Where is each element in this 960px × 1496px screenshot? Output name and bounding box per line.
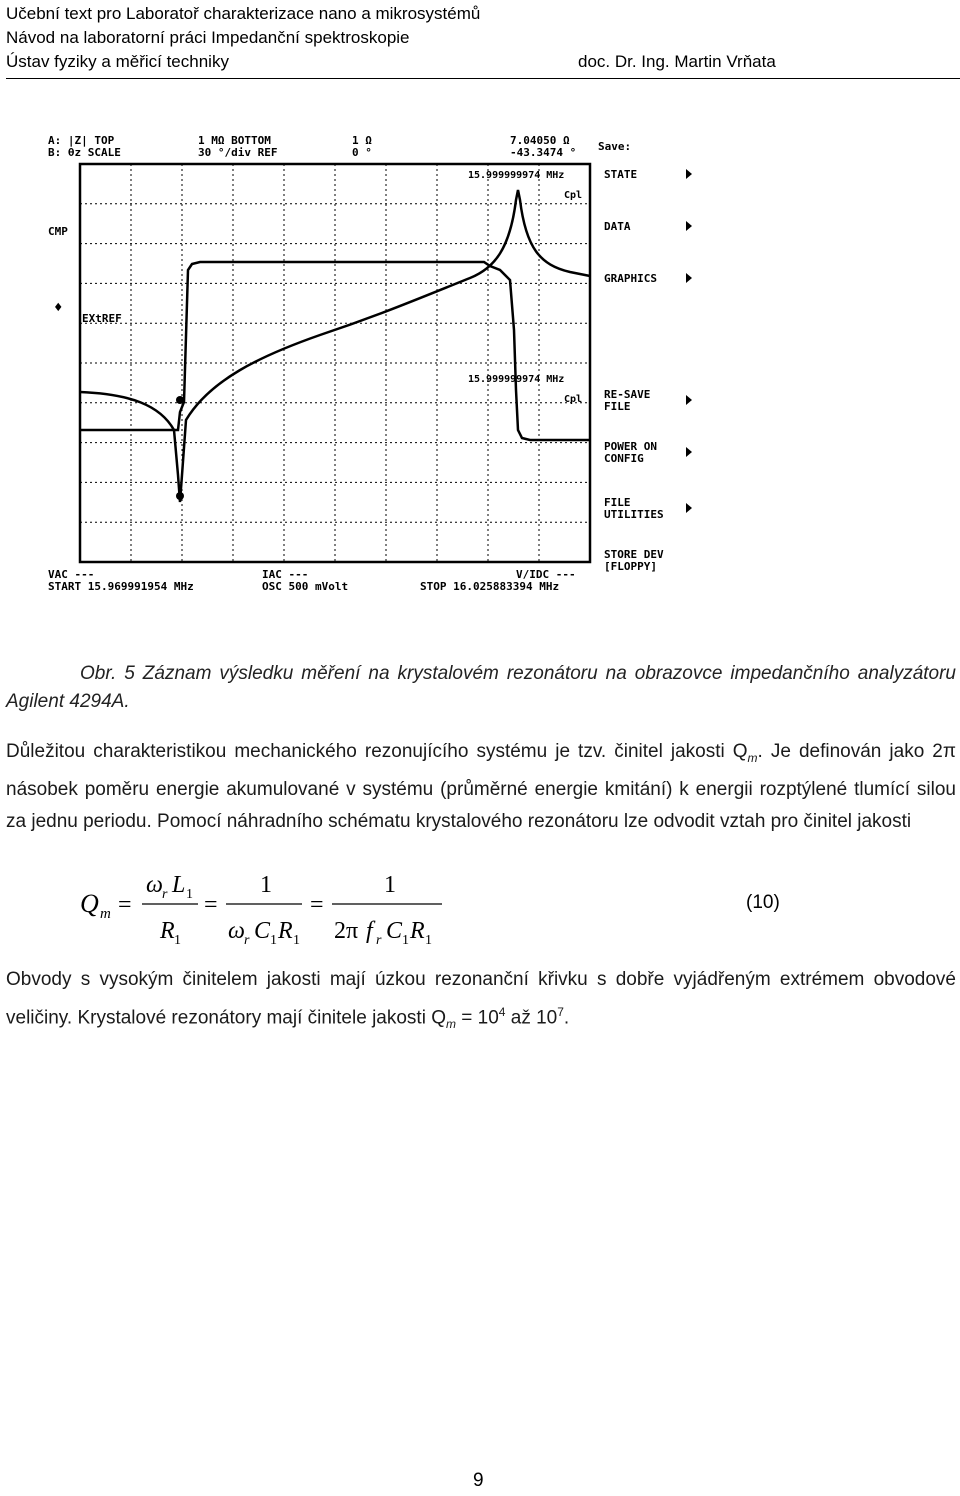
scope-grid xyxy=(80,164,590,562)
softkey-label: RE-SAVE xyxy=(604,388,651,401)
softkey-arrow-icon xyxy=(686,221,692,231)
paragraph-quality-factor: Důležitou charakteristikou mechanického rezonujícího systému je tzv. činitel jakosti $Q_m$. Je definován jako 2π násobek poměru energie akumulované v systému (průměrné energie kmitání) k energii rozptýlené tlumící silou za jednu periodu. Pomocí náhradního schématu krystalového rezonátoru lze odvodit vztah pro činitel jakosti xyxy=(6,741,956,832)
softkey-arrow-icon xyxy=(686,503,692,513)
softkey-label: POWER ON xyxy=(604,440,657,453)
scope-cpl-bottom: Cpl xyxy=(564,394,583,405)
svg-text:R: R xyxy=(278,918,293,944)
scope-softkey-menu xyxy=(604,168,692,573)
header-rule xyxy=(6,78,960,79)
softkey-label: STORE DEV xyxy=(604,548,664,561)
softkey-label: STATE xyxy=(604,168,638,181)
equation-number: (10) xyxy=(746,892,780,913)
scope-marker-b: -43.3474 ° xyxy=(510,146,577,159)
scope-marker-dot-upper xyxy=(176,396,184,404)
scope-cmp-label: CMP xyxy=(48,225,68,238)
scope-marker-freq-bottom: 15.999999974 MHz xyxy=(468,374,565,385)
scope-cpl-top: Cpl xyxy=(564,190,583,201)
softkey-label: GRAPHICS xyxy=(604,272,657,285)
softkey-label: CONFIG xyxy=(604,452,644,465)
page-number: 9 xyxy=(473,1470,484,1491)
svg-text:f: f xyxy=(366,918,373,944)
svg-text:r: r xyxy=(376,933,382,948)
scope-extref-label: EXtREF xyxy=(82,312,122,325)
scope-marker-freq-top: 15.999999974 MHz xyxy=(468,170,565,181)
svg-text:m: m xyxy=(100,906,111,922)
scope-ref-value: 0 ° xyxy=(352,146,372,159)
svg-text:ω: ω xyxy=(228,918,245,944)
header-line-3-left: Ústav fyziky a měřicí techniky xyxy=(6,52,229,71)
scope-bottom-value: 1 Ω xyxy=(352,134,372,147)
softkey-label: FILE xyxy=(604,496,631,509)
svg-text:=: = xyxy=(204,892,218,918)
scope-osc-level: OSC 500 mVolt xyxy=(262,580,349,593)
svg-text:r: r xyxy=(244,933,250,948)
svg-text:1: 1 xyxy=(174,933,181,948)
scope-vac-label: VAC --- xyxy=(48,568,95,581)
analyzer-screen-figure xyxy=(40,130,730,610)
header-line-1: Učební text pro Laboratoř charakterizace nano a mikrosystémů xyxy=(6,4,481,23)
softkey-arrow-icon xyxy=(686,169,692,179)
header-line-3-right: doc. Dr. Ing. Martin Vrňata xyxy=(578,52,776,71)
svg-text:C: C xyxy=(254,918,271,944)
svg-text:ω: ω xyxy=(146,872,163,898)
svg-text:R: R xyxy=(410,918,425,944)
svg-text:L: L xyxy=(172,872,186,898)
scope-save-label: Save: xyxy=(598,140,632,153)
scope-stop-freq: STOP 16.025883394 MHz xyxy=(420,580,560,593)
scope-trace-a-label: A: |Z| TOP xyxy=(48,134,115,147)
svg-text:=: = xyxy=(118,892,132,918)
svg-text:1: 1 xyxy=(425,933,432,948)
svg-text:r: r xyxy=(162,887,168,902)
softkey-arrow-icon xyxy=(686,273,692,283)
svg-text:2π: 2π xyxy=(334,918,359,944)
paragraph-high-q: Obvody s vysokým činitelem jakosti mají úzkou rezonanční křivku s dobře vyjádřeným extrémem obvodové veličiny. Krystalové rezonátory mají činitele jakosti $Q_m = 10^4$ až $10^7$. xyxy=(6,969,956,1032)
figure-caption: Obr. 5 Záznam výsledku měření na krystalovém rezonátoru na obrazovce impedančního analyzátoru Agilent 4294A. xyxy=(6,663,956,712)
scope-marker-dot-lower xyxy=(176,492,184,500)
scope-iac-label: IAC --- xyxy=(262,568,309,581)
scope-top-value: 1 MΩ BOTTOM xyxy=(198,134,271,147)
scope-start-freq: START 15.969991954 MHz xyxy=(48,580,194,593)
softkey-arrow-icon xyxy=(686,395,692,405)
svg-text:R: R xyxy=(160,918,175,944)
softkey-arrow-icon xyxy=(686,447,692,457)
scope-scale-value: 30 °/div REF xyxy=(198,146,278,159)
scope-marker-a: 7.04050 Ω xyxy=(510,134,570,147)
softkey-label: UTILITIES xyxy=(604,508,664,521)
svg-text:1: 1 xyxy=(384,872,396,898)
svg-text:Q: Q xyxy=(80,889,99,918)
softkey-label: [FLOPPY] xyxy=(604,560,657,573)
svg-text:1: 1 xyxy=(186,887,193,902)
svg-text:=: = xyxy=(310,892,324,918)
svg-text:1: 1 xyxy=(402,933,409,948)
softkey-label: FILE xyxy=(604,400,631,413)
svg-text:1: 1 xyxy=(293,933,300,948)
svg-text:C: C xyxy=(386,918,403,944)
scope-trace-b-label: B: θz SCALE xyxy=(48,146,121,159)
scope-vdc-label: V/IDC --- xyxy=(516,568,576,581)
svg-text:1: 1 xyxy=(270,933,277,948)
softkey-label: DATA xyxy=(604,220,631,233)
header-line-2: Návod na laboratorní práci Impedanční spektroskopie xyxy=(6,28,410,47)
svg-text:1: 1 xyxy=(260,872,272,898)
scope-ref-marker-icon: ♦ xyxy=(54,300,63,316)
quality-factor-formula xyxy=(80,862,640,952)
